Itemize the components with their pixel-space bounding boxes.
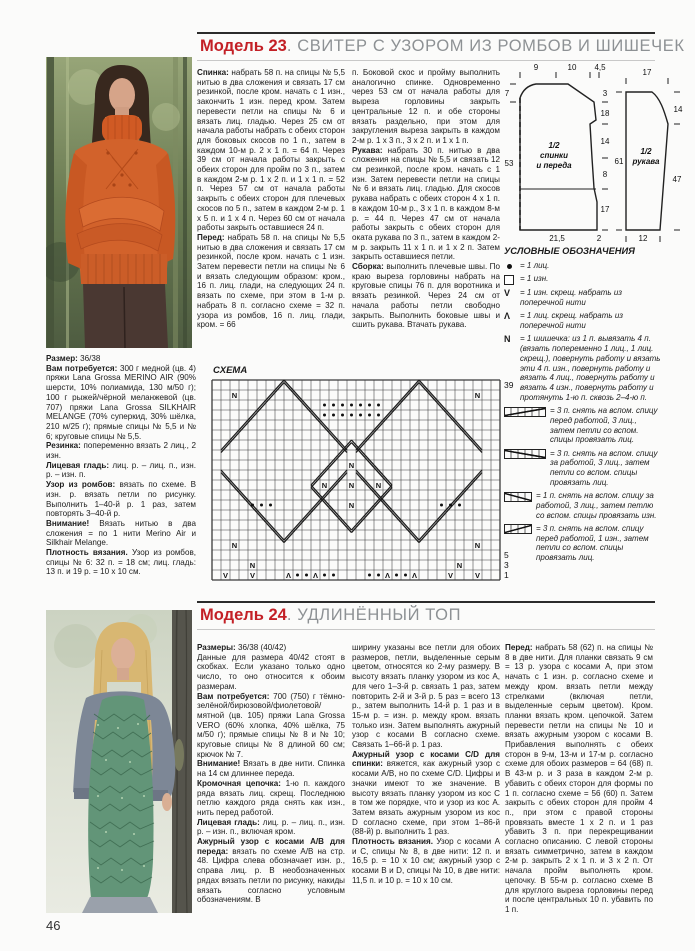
svg-text:Λ: Λ <box>411 570 418 580</box>
photo-model-24 <box>46 610 192 913</box>
measurement: 14 <box>673 105 683 114</box>
measurement: 7 <box>504 89 510 98</box>
svg-text:N: N <box>249 560 256 570</box>
model23-header <box>200 37 685 56</box>
svg-text:N: N <box>456 560 463 570</box>
legend-title: УСЛОВНЫЕ ОБОЗНАЧЕНИЯ <box>504 246 635 256</box>
skirt <box>82 897 158 913</box>
legend-item <box>504 491 662 520</box>
paragraph: Плотность вязания. Узор с косами А и С, спицы № 8, в две нити: 12 п. и 16,5 р. = 10 х 10 см; ажурный узор с косами В и D, спицы № 10, в две нити: 11,5 п. и 10 р. = 10 х 10 см. <box>352 837 500 885</box>
face <box>109 78 135 112</box>
legend-item-text: = 1 лиц. <box>520 261 550 270</box>
paragraph: Плотность вязания. Узор из ромбов, спицы № 6: 32 п. = 18 см; лиц. гладь: 13 п. и 19 р. = 10 х 10 см. <box>46 548 196 577</box>
measurement: 18 <box>600 109 610 118</box>
model24-header <box>200 606 461 625</box>
lambda-symbol-icon: Λ <box>504 310 511 321</box>
measurement: 61 <box>614 157 624 166</box>
legend-item <box>504 288 662 308</box>
page-number: 46 <box>46 918 61 933</box>
cable-symbol-icon <box>504 524 532 534</box>
cable-symbol-icon <box>504 407 546 417</box>
legend-item-text: = 3 п. снять на вспом. спицу перед работой, 1 изн., затем петли со вспом. спицы провязать лиц. <box>536 523 649 562</box>
model23-title: . СВИТЕР С УЗОРОМ ИЗ РОМБОВ И ШИШЕЧЕК <box>286 37 685 55</box>
svg-text:N: N <box>348 500 355 510</box>
section-rule-24 <box>197 601 655 603</box>
svg-text:V: V <box>447 570 454 580</box>
diagram-label: 1/2 <box>640 147 652 156</box>
schematic-sleeve <box>614 62 686 244</box>
photo-model-23 <box>46 57 192 348</box>
measurement: 17 <box>642 68 652 77</box>
bobble-symbol-icon: N <box>504 333 511 344</box>
cable-symbol-icon <box>504 492 532 502</box>
paragraph: Перед: набрать 58 п. на спицы № 5,5 нитью в два сложения и связать 17 см резинкой, после кром. начать с 1 изн. Затем перевести петли на спицы № 6 и вязать следующим образом: кром., 16 п. лиц. глади, на следующих 24 п. вязать по схеме, при этом в 1-м р. набрать 8 п. согласно схеме = 32 п. узора из ромбов, 16 п. лиц. глади, кром. = 66 <box>197 232 345 330</box>
knitting-chart <box>210 377 514 589</box>
header-underline-23 <box>197 60 655 61</box>
hand <box>162 793 172 811</box>
legend-items <box>504 261 662 563</box>
legend-item-text: = 1 лиц. скрещ. набрать из поперечной нити <box>520 311 623 330</box>
knit-stitch-icon <box>507 264 512 269</box>
svg-text:N: N <box>474 390 481 400</box>
measurement: 8 <box>602 170 608 179</box>
v-symbol-icon: V <box>504 287 511 298</box>
measurement: 3 <box>602 89 608 98</box>
measurement: 2 <box>596 234 602 243</box>
svg-text:N: N <box>348 460 355 470</box>
rib-hem <box>81 254 167 284</box>
header-underline-24 <box>197 629 655 630</box>
svg-text:N: N <box>231 390 238 400</box>
paragraph: Кромочная цепочка: 1-ю п. каждого ряда вязать лиц. скрещ. Последнюю петлю каждого ряда снять как изн., нить перед работой. <box>197 778 345 817</box>
legend-item-text: = 1 п. снять на вспом. спицу за работой, 3 лиц., затем петлю со вспом. спицы провязать изн. <box>536 491 657 520</box>
paragraph: Узор из ромбов: вязать по схеме. В изн. р. вязать петли по рисунку. Выполнить 1–40-й р. 1 раз, затем повторять 3–40-й р. <box>46 480 196 519</box>
legend-item <box>504 274 662 285</box>
legend-item <box>504 334 662 402</box>
svg-text:Λ: Λ <box>285 570 292 580</box>
cable-symbol-icon <box>504 449 546 459</box>
section-rule-23 <box>197 32 655 34</box>
legend-item-text: = 3 п. снять на вспом. спицу перед работой, 3 лиц., затем петли со вспом. спицы провязать лиц. <box>550 406 658 445</box>
face <box>111 638 135 670</box>
model24-title: . УДЛИНЁННЫЙ ТОП <box>286 606 462 624</box>
svg-text:N: N <box>375 480 382 490</box>
diagram-label: рукава <box>632 157 660 166</box>
legend-item <box>504 524 662 563</box>
diagram-label: 1/2 <box>548 141 560 150</box>
diagram-label: и переда <box>536 161 572 170</box>
photo-model-23-art <box>46 57 192 348</box>
model23-number: Модель 23 <box>200 37 287 55</box>
paragraph: Внимание! Вязать в две нити. Спинка на 14 см длиннее переда. <box>197 759 345 779</box>
model24-col3 <box>505 643 653 915</box>
measurement: 10 <box>567 63 577 72</box>
svg-text:3: 3 <box>504 560 509 570</box>
svg-text:N: N <box>321 480 328 490</box>
paragraph: Ажурный узор с косами А/В для переда: вязать по схеме А/В на стр. 48. Цифра слева обозначает изн. р., справа лиц. р. В необозначенных рядах вязать петли по рисунку, накиды вязать согласно условным обозначениям. В <box>197 837 345 905</box>
legend-item <box>504 311 662 331</box>
measurement: 12 <box>638 234 648 243</box>
paragraph: Размеры: 36/38 (40/42) <box>197 643 287 652</box>
legend-item <box>504 261 662 271</box>
model24-number: Модель 24 <box>200 606 287 624</box>
paragraph: Ажурный узор с косами C/D для спинки: вяжется, как ажурный узор с косами А/В, но по схеме C/D. Цифры и значки имеют то же значение. В высоту вязать планку узором из кос С в том же порядке, что и узор из кос А. Затем вязать ажурным узором из кос D согласно схеме, при этом 1–86-й (88-й) р. выполнить 1 раз. <box>352 749 500 837</box>
measurement: 17 <box>600 205 610 214</box>
svg-text:N: N <box>474 540 481 550</box>
paragraph: п. Боковой скос и пройму выполнить аналогично спинке. Одновременно через 53 см от начала работы для выреза горловины закрыть центральные 12 п. и обе стороны вязать раздельно, при этом для закругления выреза закрыть в каждом 2-м р. 1 х 3 п., 3 х 2 п. и 1 х 1 п. <box>352 68 500 145</box>
svg-text:Λ: Λ <box>312 570 319 580</box>
svg-text:5: 5 <box>504 550 509 560</box>
svg-text:Λ: Λ <box>384 570 391 580</box>
svg-text:V: V <box>249 570 256 580</box>
paragraph: Вам потребуется: 700 (750) г тёмно-зелёной/бирюзовой/фиолетовой/мятной (цв. 105) пряжи Lana Grossa VERO (60% хлопка, 40% шёлка, 75 м/50 г); прямые спицы № 8 и № 10; круговые спицы № 8 длиной 60 см; крючок № 7. <box>197 691 345 759</box>
legend-item-text: = 3 п. снять на вспом. спицу за работой, 3 лиц., затем петли со вспом. спицы провязать лиц. <box>550 448 658 487</box>
measurement: 14 <box>600 137 610 146</box>
paragraph: Спинка: набрать 58 п. на спицы № 5,5 нитью в два сложения и связать 17 см резинкой, после кром. начать с 1 изн., закончить 1 изн. перед кром. Затем перевести петли на спицы № 6 и вязать лиц. гладью. Через 25 см от начала работы набрать с обеих сторон для боковых скосов по 1 п., затем в каждом 10-м р. 2 х 1 п. = 64 п. Через 39 см от начала работы закрыть с обеих сторон для пройм по 3 п., затем в каждом 2-м р. 1 х 2 п. и 1 х 1 п. = 52 п. Через 57 см от начала работы закрыть с обеих сторон для плечевых скосов по 5 п., затем в каждом 2-м р. 1 х 5 п. и 1 х 4 п. Через 60 см от начала работы закрыть оставшиеся 24 п. <box>197 68 345 233</box>
chart-label: СХЕМА <box>213 365 248 376</box>
paragraph: Лицевая гладь: лиц. р. – лиц. п., изн. р. – изн. п., включая кром. <box>197 817 345 837</box>
paragraph: Размер: 36/38 <box>46 354 101 363</box>
legend-item-text: = 1 изн. <box>520 274 549 284</box>
measurement: 4,5 <box>594 63 606 72</box>
svg-text:N: N <box>348 480 355 490</box>
paragraph: Лицевая гладь: лиц. р. – лиц. п., изн. р. – изн. п. <box>46 460 197 480</box>
legend <box>504 246 662 566</box>
measurement: 53 <box>504 159 514 168</box>
paragraph: Рукава: набрать 30 п. нитью в два сложения на спицы № 5,5 и связать 12 см резинкой, после кром. начать с 1 изн. Затем перевести петли на спицы № 6 и вязать лиц. гладью. Для скосов рукава набрать с обеих сторон 4 х 1 п. в каждом 10-м р., 3 х 1 п. в каждом 8-м р. = 44 п. Через 47 см от начала работы закрыть с обеих сторон для оката рукава по 3 п., затем в каждом 2-м р. закрыть 11 х 1 п. и 1 х 2 п. Затем закрыть оставшиеся петли. <box>352 145 500 262</box>
legend-item-text: = 1 шишечка: из 1 п. вывязать 4 п. (вязать попеременно 1 лиц., 1 лиц. скрещ.), повернуть работу и вязать эти 4 п. изн., повернуть работу и вязать 4 лиц., повернуть работу и вязать 4 изн., повернуть работу и протянуть 1-ю п. сквозь 2–4-ю п. <box>520 334 661 402</box>
paragraph: ширину указаны все петли для обоих размеров, петли, выделенные серым цветом, относятся ко 2-му размеру. В высоту вязать планку узором из кос А, для чего 1–3-й р. связать 1 раз, затем повторить 2-й и 3-й р. 5 раз = всего 13 р., затем выполнить 14-й р. 1 раз и в 15-м р. = изн. р. между кром. вязать только изн. Затем выполнять ажурный узор с косами В согласно схеме. Связать 1–66-й р. 1 раз. <box>352 643 500 750</box>
model24-col1 <box>197 643 345 905</box>
svg-text:N: N <box>231 540 238 550</box>
measurement: 9 <box>533 63 539 72</box>
paragraph: Данные для размера 40/42 стоят в скобках. Если указано только одно число, то оно относится к обоим размерам. <box>197 652 345 691</box>
paragraph: Перед: набрать 58 (62) п. на спицы № 8 в две нити. Для планки связать 9 см = 13 р. узора с косами А, при этом начать с 1 изн. р. согласно схеме и между кром. вязать петли между стрелками (включая петли, выделенные серым цветом). Кром. планки вязать кром. цепочкой. Затем перевести петли на спицы № 10 и вязать ажурным узором с косами В. Прибавления выполнять с обеих сторон в 9-м, 13-м и 17-м р. согласно схеме для обоих размеров = 64 (68) п. В 43-м р. и 3 раза в каждом 2-м р. убавить с обеих сторон для формы по 1 п. согласно схеме = 56 (60) п. Затем закрыть с обеих сторон для пройм 4 п., при этом с правой стороны провязать вместе 1 х 2 п. и 1 раз убавить 3 п. при перекрещивании согласно описанию. С левой стороны вязать симметрично, затем в каждом 2-м р. закрыть 2 х 1 п. и 3 х 2 п. От начала пройм выполнять кром. цепочку. В 55-м р. согласно схеме В для круглого выреза горловины перед и после центральных 10 п. убавить по 1 п. <box>505 643 653 914</box>
paragraph: Резинка: попеременно вязать 2 лиц., 2 изн. <box>46 441 197 461</box>
legend-item <box>504 406 662 445</box>
svg-text:V: V <box>222 570 229 580</box>
paragraph: Вам потребуется: 300 г медной (цв. 4) пряжи Lana Grossa MERINO AIR (90% шерсти, 10% полиамида, 130 м/50 г); 100 г рыжей/чёрной меланжевой (цв. 707) пряжи Lana Grossa SILKHAIR MELANGE (70% суперкид, 30% шёлка, 210 м/25 г); прямые спицы № 5,5 и № 6; круговые спицы № 5,5. <box>46 363 196 441</box>
model23-col1 <box>197 68 345 330</box>
diagram-label: спинки <box>540 151 568 160</box>
svg-text:V: V <box>474 570 481 580</box>
svg-text:39: 39 <box>504 380 514 390</box>
paragraph: Сборка: выполнить плечевые швы. По краю выреза горловины набрать на круговые спицы 76 п. для воротника и вязать резинкой. Через 24 см от начала работы петли свободно закрыть. Выполнить боковые швы и сшить рукава. Втачать рукава. <box>352 262 500 330</box>
schematic-body <box>502 62 612 244</box>
measurement: 21,5 <box>549 234 565 243</box>
svg-text:1: 1 <box>504 570 509 580</box>
model23-specs <box>46 354 196 577</box>
model24-col2 <box>352 643 500 886</box>
legend-item <box>504 449 662 488</box>
legend-item-text: = 1 изн. скрещ. набрать из поперечной нити <box>520 288 623 307</box>
purl-stitch-icon <box>504 275 514 285</box>
measurement: 47 <box>672 175 682 184</box>
photo-model-24-art <box>46 610 192 913</box>
paragraph: Внимание! Вязать нитью в два сложения = по 1 нити Merino Air и Silkhair Melange. <box>46 518 196 548</box>
model23-col2 <box>352 68 500 330</box>
schematics <box>502 62 686 244</box>
